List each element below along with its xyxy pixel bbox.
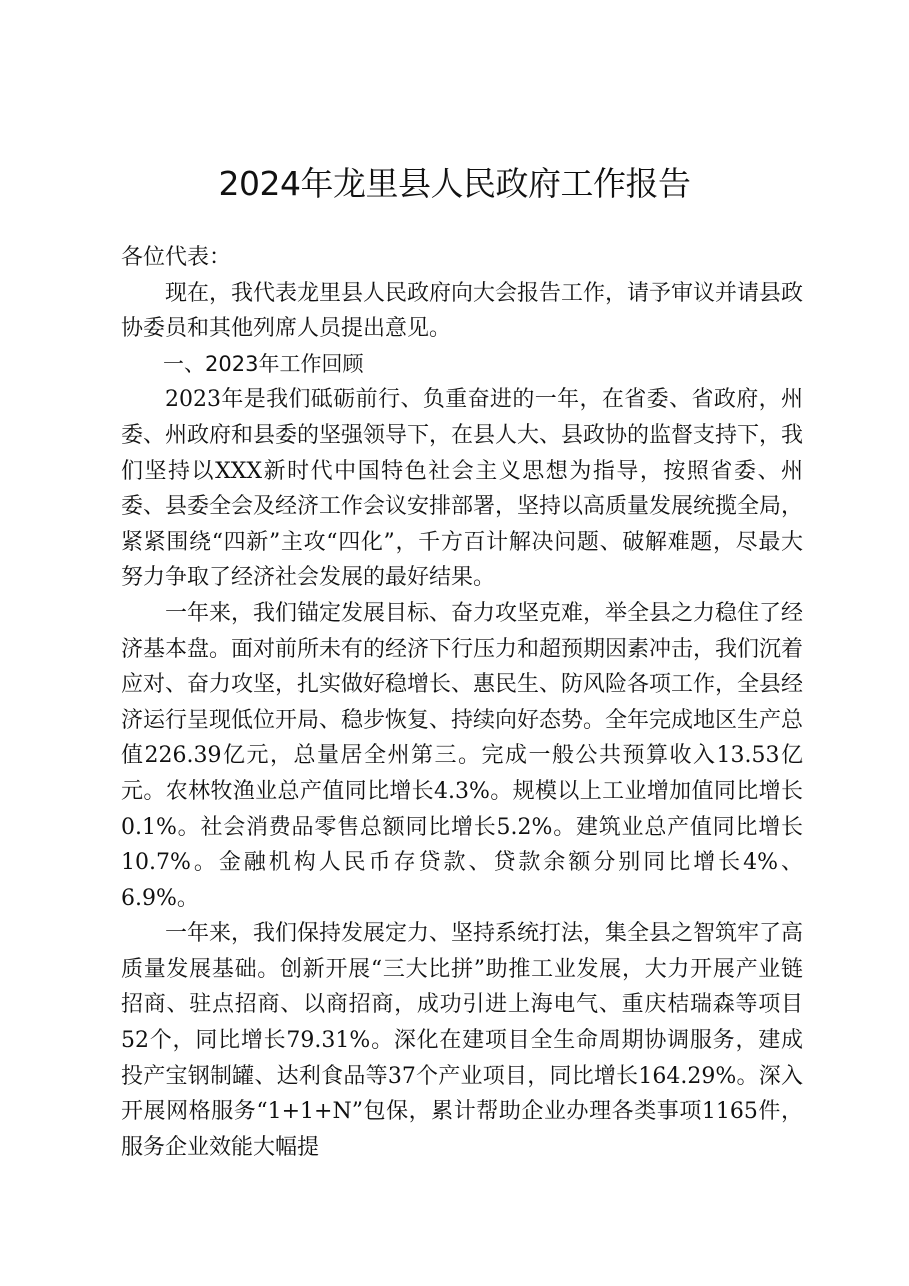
paragraph-economy: 一年来，我们锚定发展目标、奋力攻坚克难，举全县之力稳住了经济基本盘。面对前所未有的经济下行压力和超预期因素冲击，我们沉着应对、奋力攻坚，扎实做好稳增长、惠民生、防风险各项工作，全县经济运行呈现低位开局、稳步恢复、持续向好态势。全年完成地区生产总值226.39亿元，总量居全州第三。完成一般公共预算收入13.53亿元。农林牧渔业总产值同比增长4.3%。规模以上工业增加值同比增长0.1%。社会消费品零售总额同比增长5.2%。建筑业总产值同比增长10.7%。金融机构人民币存贷款、贷款余额分别同比增长4%、6.9%。 [121,600,804,911]
section-heading: 一、2023年工作回顾 [163,351,364,376]
paragraph-development: 一年来，我们保持发展定力、坚持系统打法，集全县之智筑牢了高质量发展基础。创新开展“三大比拼”助推工业发展，大力开展产业链招商、驻点招商、以商招商，成功引进上海电气、重庆桔瑞森等项目52个，同比增长79.31%。深化在建项目全生命周期协调服务，建成投产宝钢制罐、达利食品等37个产业项目，同比增长164.29%。深入开展网格服务“1+1+N”包保，累计帮助企业办理各类事项1165件，服务企业效能大幅提 [121,921,804,1160]
paragraph-intro: 现在，我代表龙里县人民政府向大会报告工作，请予审议并请县政协委员和其他列席人员提出意见。 [121,280,804,342]
greeting: 各位代表： [121,245,232,270]
paragraph-review: 2023年是我们砥砺前行、负重奋进的一年，在省委、省政府，州委、州政府和县委的坚强领导下，在县人大、县政协的监督支持下，我们坚持以XXX新时代中国特色社会主义思想为指导，按照省委、州委、县委全会及经济工作会议安排部署，坚持以高质量发展统揽全局，紧紧围绕“四新”主攻“四化”，千方百计解决问题、破解难题，尽最大努力争取了经济社会发展的最好结果。 [121,387,804,591]
document-body [121,240,803,1165]
document-title: 2024年龙里县人民政府工作报告 [218,164,691,203]
